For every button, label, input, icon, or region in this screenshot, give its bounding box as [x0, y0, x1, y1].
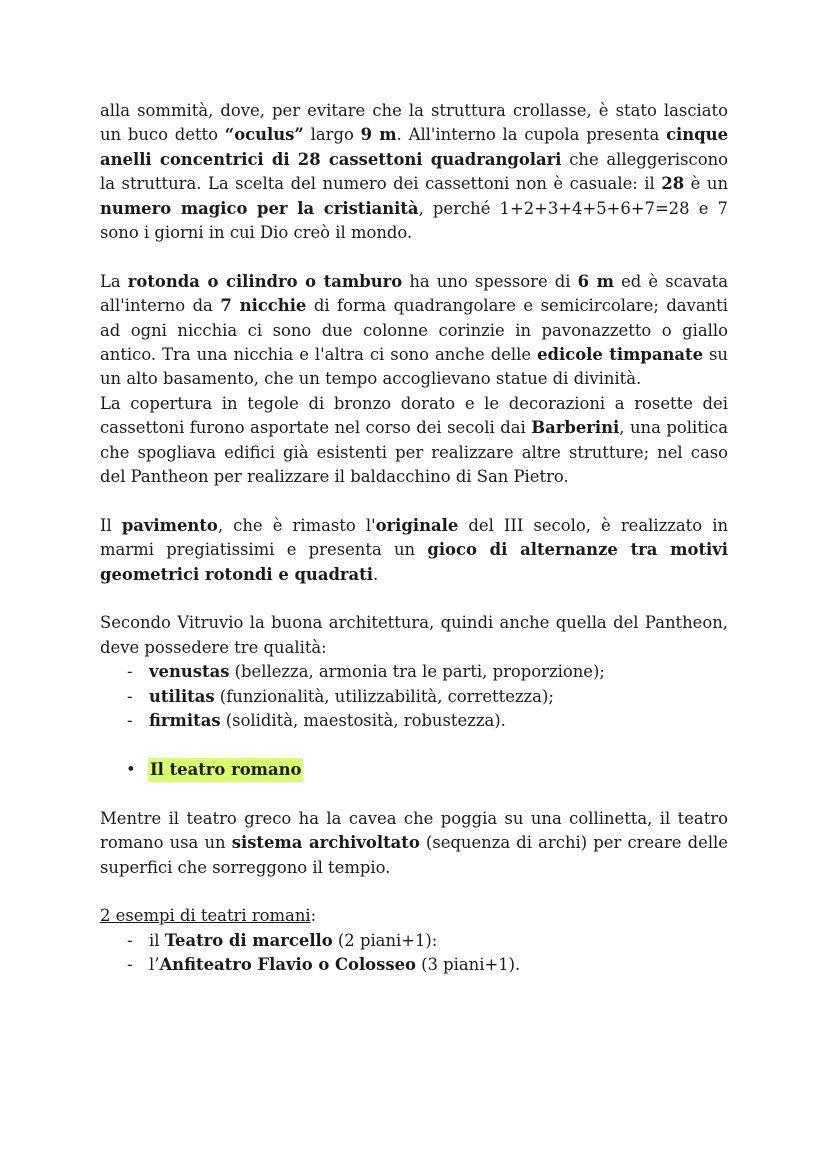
list-item: - il Teatro di marcello (2 piani+1): [100, 929, 728, 953]
section-heading [100, 758, 728, 782]
bullet-icon: • [126, 759, 136, 779]
heading-highlight: Il teatro romano [148, 758, 303, 782]
paragraph-rotonda: La rotonda o cilindro o tamburo ha uno spessore di 6 m ed è scavata all'interno da 7 nicchie di forma quadrangolare e semicircolare; davanti ad ogni nicchia ci sono due colonne corinzie in pavonazzetto o giallo antico. Tra una nicchia e l'altra ci sono anche delle edicole timpanate su un alto basamento, che un tempo accoglievano statue di divinità. [100, 271, 728, 389]
list-item: - utilitas (funzionalità, utilizzabilità, correttezza); [100, 685, 728, 709]
paragraph-copertura: La copertura in tegole di bronzo dorato e le decorazioni a rosette dei cassettoni furono asportate nel corso dei secoli dai Barberini, una politica che spogliava edifici già esistenti per realizzare altre strutture; nel caso del Pantheon per realizzare il baldacchino di San Pietro. [100, 393, 729, 487]
paragraph-vitruvio: Secondo Vitruvio la buona architettura, quindi anche quella del Pantheon, deve possedere tre qualità: [100, 613, 728, 657]
document-body [100, 99, 728, 978]
list-item: - firmitas (solidità, maestosità, robustezza). [100, 709, 728, 733]
term-oculus: “oculus” [224, 125, 304, 145]
list-item: - venustas (bellezza, armonia tra le parti, proporzione); [100, 660, 728, 684]
list-item: - l’Anfiteatro Flavio o Colosseo (3 piani+1). [100, 953, 728, 977]
examples-label: 2 esempi di teatri romani: [100, 906, 317, 926]
qualities-list [100, 660, 728, 733]
paragraph-pavimento: Il pavimento, che è rimasto l'originale del III secolo, è realizzato in marmi pregiatissimi e presenta un gioco di alternanze tra motivi geometrici rotondi e quadrati. [100, 515, 729, 584]
examples-list [100, 929, 728, 978]
paragraph-teatro: Mentre il teatro greco ha la cavea che poggia su una collinetta, il teatro romano usa un sistema archivoltato (sequenza di archi) per creare delle superfici che sorreggono il tempio. [100, 808, 728, 877]
paragraph-cupola: alla sommità, dove, per evitare che la struttura crollasse, è stato lasciato un buco detto “oculus” largo 9 m. All'interno la cupola presenta cinque anelli concentrici di 28 cassettoni quadrangolari che alleggeriscono la struttura. La scelta del numero dei cassettoni non è casuale: il 28 è un numero magico per la cristianità, perché 1+2+3+4+5+6+7=28 e 7 sono i giorni in cui Dio creò il mondo. [100, 101, 728, 243]
